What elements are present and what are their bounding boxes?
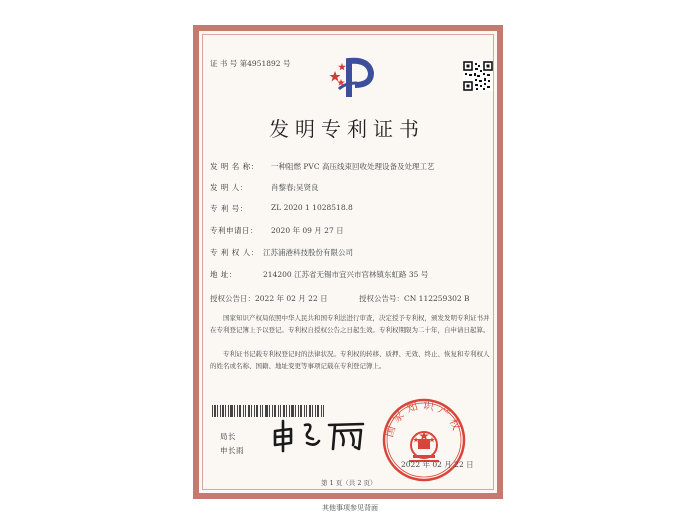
bottom-note: 其他事项参见背面 (322, 504, 378, 512)
seal-date: 2022 年 02 月 22 日 (401, 460, 474, 469)
field-value-invention-name: 一种阻燃 PVC 高压线束回收处理设备及处理工艺 (271, 162, 435, 171)
director-signature (269, 417, 369, 453)
cnipa-logo (327, 53, 377, 101)
qr-code (463, 61, 493, 91)
field-value-inventor: 肖黎春;吴贤良 (271, 183, 319, 192)
field-label-inventor: 发 明 人： (210, 183, 248, 192)
patent-certificate (193, 25, 503, 499)
director-title: 局长 (220, 432, 236, 441)
certificate-number: 证 书 号 第4951892 号 (210, 59, 291, 68)
field-label-invention-name: 发 明 名 称： (210, 162, 259, 171)
field-value-patentee: 江苏浦港科技股份有限公司 (263, 248, 353, 257)
field-value-address: 214200 江苏省无锡市宜兴市官林镇东虹路 35 号 (263, 270, 429, 279)
certificate-title: 发明专利证书 (269, 117, 425, 141)
field-label-patentee: 专 利 权 人： (210, 248, 259, 257)
field-label-patent-number: 专 利 号： (210, 204, 248, 213)
field-value-patent-number: ZL 2020 1 1028518.8 (271, 203, 353, 212)
field-value-filing-date: 2020 年 09 月 27 日 (271, 226, 344, 235)
grant-announcement-number: 授权公告号：CN 112259302 B (359, 294, 470, 303)
field-label-address: 地 址： (210, 270, 237, 279)
field-label-filing-date: 专利申请日： (210, 226, 258, 235)
seal-text: 国家知识产权 (382, 398, 465, 439)
official-seal (381, 397, 467, 483)
barcode (212, 402, 324, 414)
director-name: 申长雨 (220, 446, 244, 455)
statement-paragraph-2: 专利证书记载专利权登记时的法律状况。专利权的转移、质押、无效、终止、恢复和专利权人的姓名或名称、国籍、地址变更等事项记载在专利登记簿上。 (210, 350, 490, 370)
statement-paragraph-1: 国家知识产权局依照中华人民共和国专利法进行审查，决定授予专利权，颁发发明专利证书并在专利登记簿上予以登记。专利权自授权公告之日起生效。专利权期限为二十年，自申请日起算。 (210, 314, 490, 334)
grant-announcement-date: 授权公告日：2022 年 02 月 22 日 (210, 294, 328, 303)
page-number: 第 1 页（共 2 页） (321, 479, 377, 487)
